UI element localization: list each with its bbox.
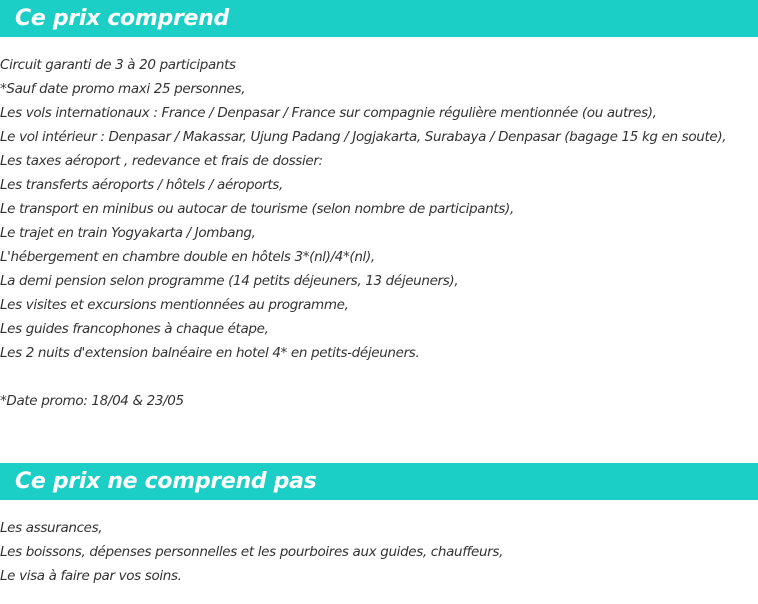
excluded-section-header [0, 463, 758, 500]
included-item: Circuit garanti de 3 à 20 participants [0, 57, 236, 73]
included-item: *Sauf date promo maxi 25 personnes, [0, 81, 246, 97]
excluded-item: Le visa à faire par vos soins. [0, 568, 182, 584]
included-item: Les transferts aéroports / hôtels / aéroports, [0, 177, 283, 193]
included-section-header [0, 0, 758, 37]
included-item: Les taxes aéroport , redevance et frais de dossier: [0, 153, 323, 169]
included-item: La demi pension selon programme (14 petits déjeuners, 13 déjeuners), [0, 273, 459, 289]
excluded-section-title: Ce prix ne comprend pas [15, 469, 317, 494]
included-section-title: Ce prix comprend [15, 6, 229, 31]
excluded-item: Les boissons, dépenses personnelles et les pourboires aux guides, chauffeurs, [0, 544, 504, 560]
included-item: Le vol intérieur : Denpasar / Makassar, Ujung Padang / Jogjakarta, Surabaya / Denpasar (bagage 15 kg en soute), [0, 129, 727, 145]
included-item: L'hébergement en chambre double en hôtels 3*(nl)/4*(nl), [0, 249, 375, 265]
excluded-list [0, 516, 503, 588]
included-item: Les guides francophones à chaque étape, [0, 321, 269, 337]
promo-date-note: *Date promo: 18/04 & 23/05 [0, 393, 184, 409]
included-item: Le transport en minibus ou autocar de tourisme (selon nombre de participants), [0, 201, 514, 217]
included-item: Les visites et excursions mentionnées au programme, [0, 297, 349, 313]
included-item: Les vols internationaux : France / Denpasar / France sur compagnie régulière mentionnée (ou autres), [0, 105, 657, 121]
included-item: Les 2 nuits d'extension balnéaire en hotel 4* en petits-déjeuners. [0, 345, 420, 361]
included-list [0, 53, 726, 365]
excluded-item: Les assurances, [0, 520, 103, 536]
included-item: Le trajet en train Yogyakarta / Jombang, [0, 225, 256, 241]
